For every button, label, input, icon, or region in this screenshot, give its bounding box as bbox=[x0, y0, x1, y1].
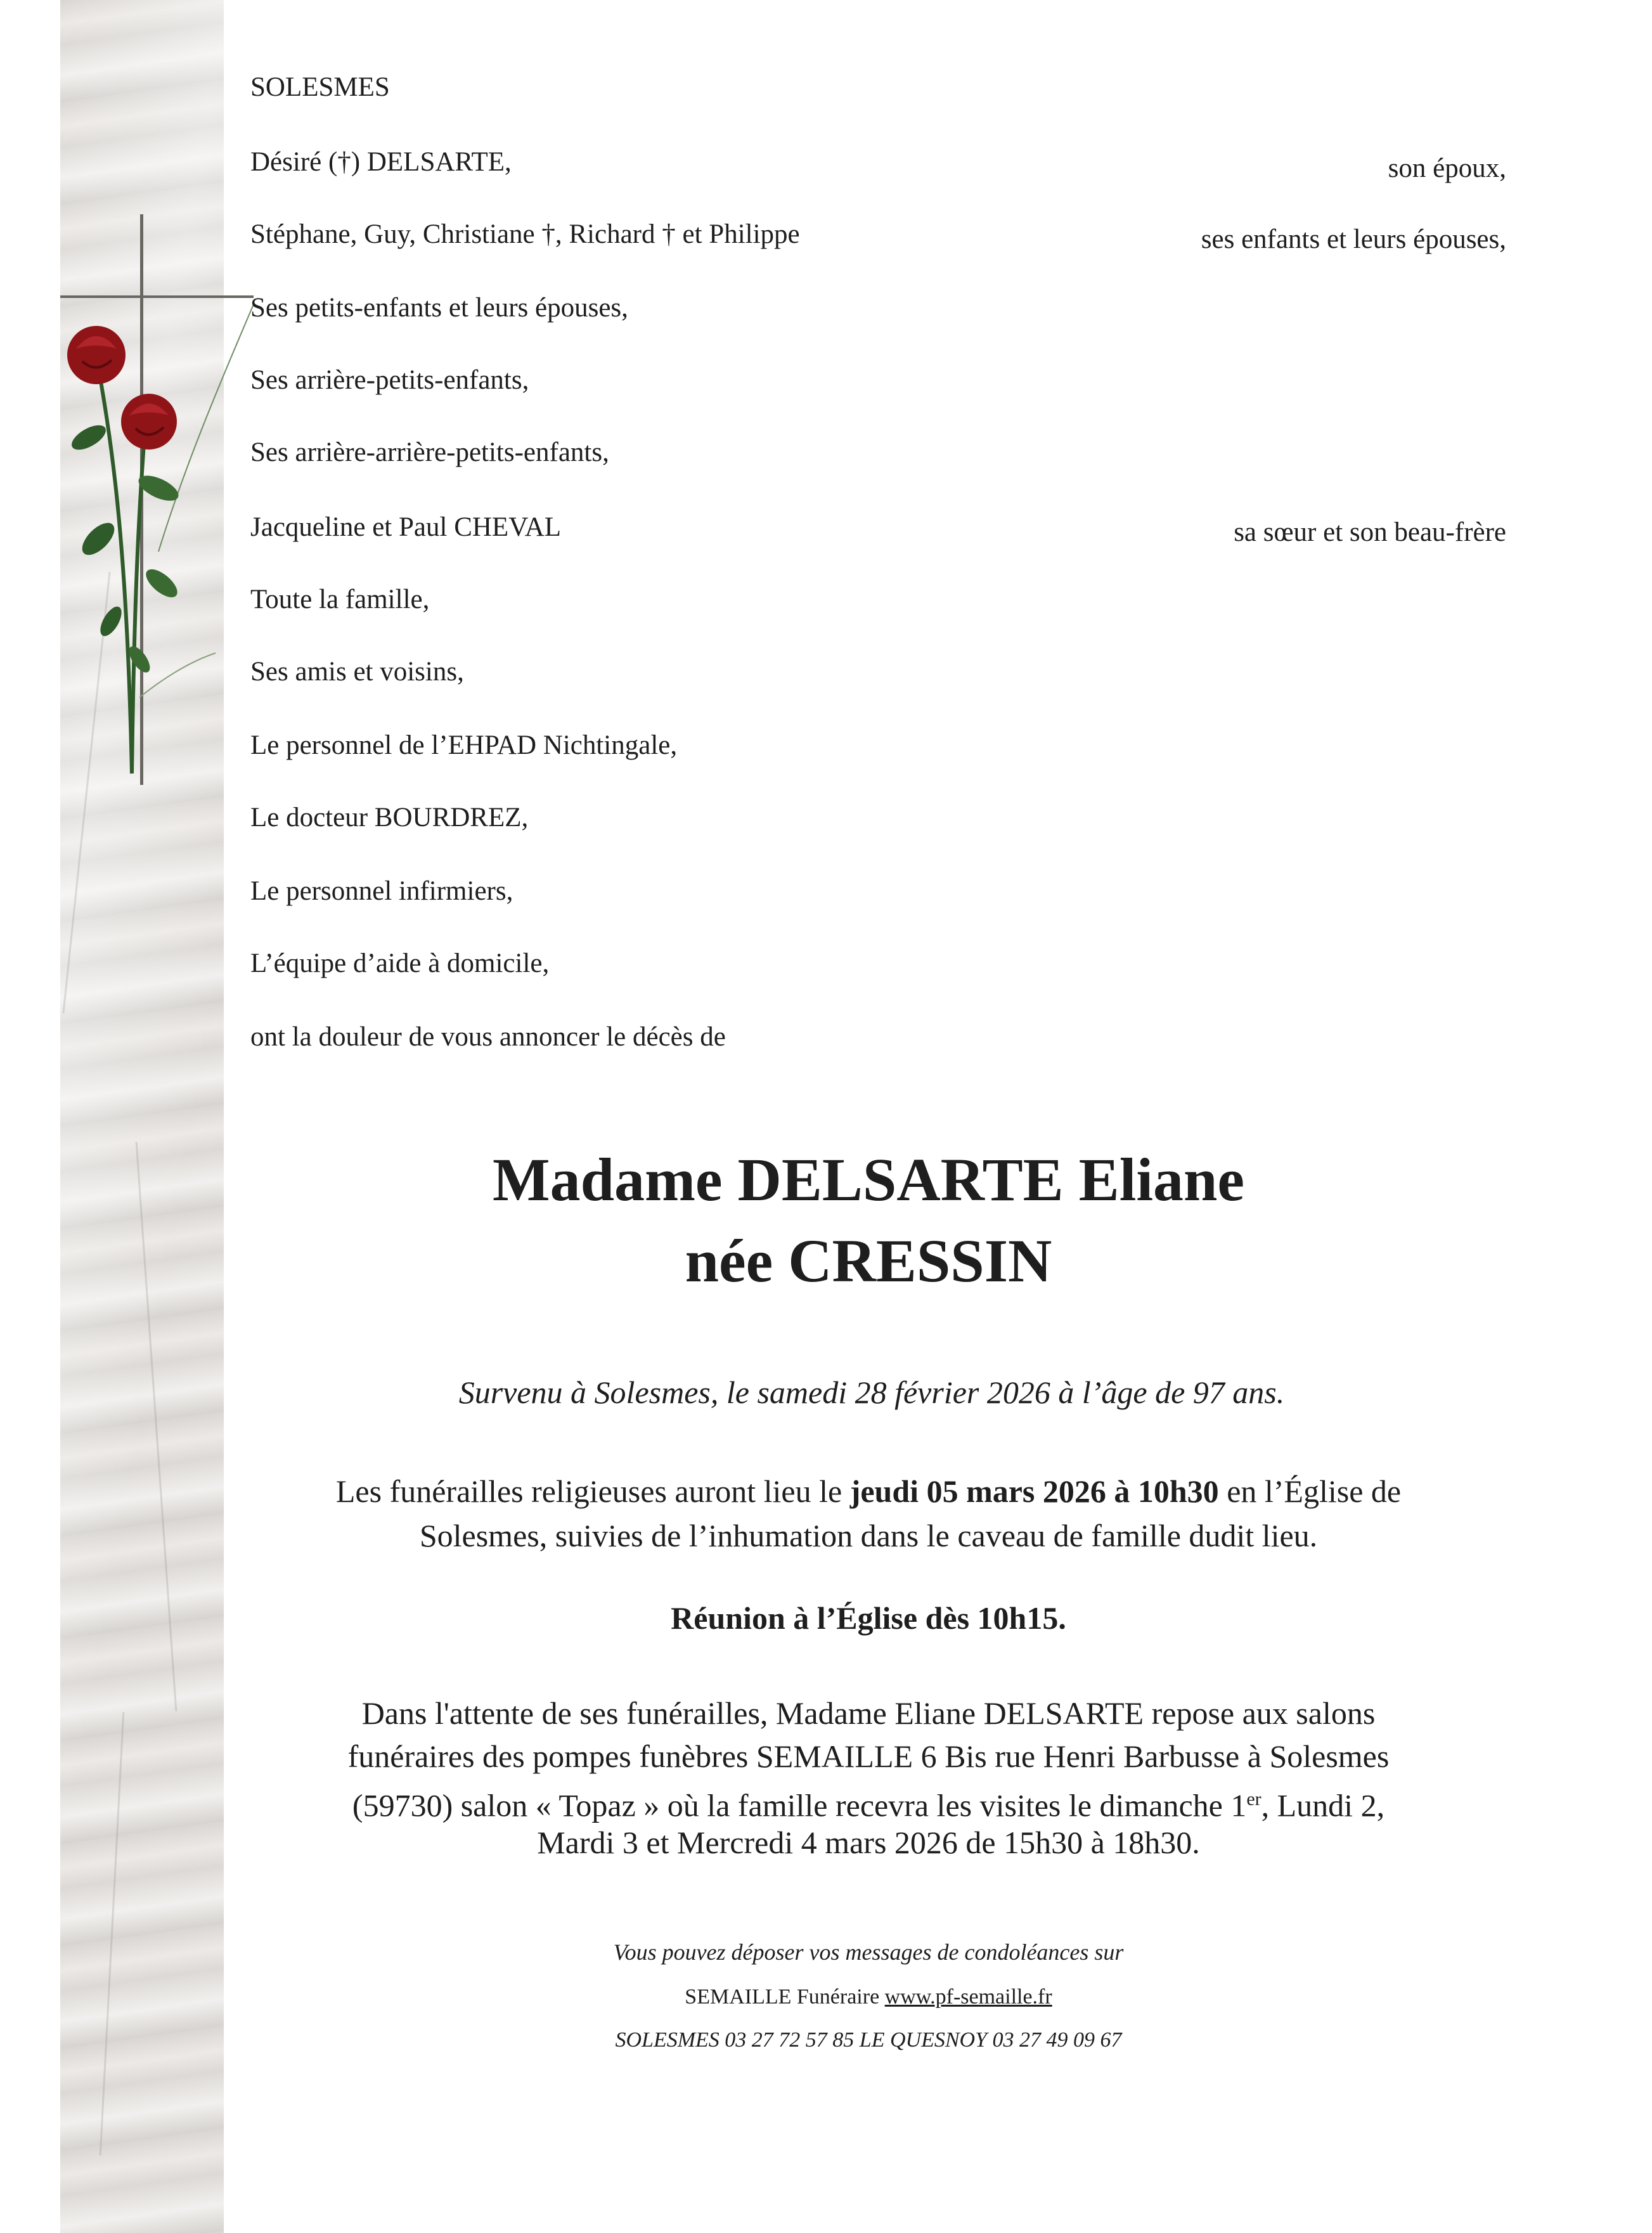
header-place: SOLESMES bbox=[250, 72, 390, 102]
family-left-12: ont la douleur de vous annoncer le décès de bbox=[250, 1022, 726, 1052]
family-left-10: Le personnel infirmiers, bbox=[250, 876, 513, 906]
family-left-9: Le docteur BOURDREZ, bbox=[250, 803, 529, 832]
company-name: SEMAILLE Funéraire bbox=[685, 1985, 885, 2009]
visits-line-2: funéraires des pompes funèbres SEMAILLE 6 Bis rue Henri Barbusse à Solesmes bbox=[347, 1738, 1390, 1774]
funeral-line-1-a: Les funérailles religieuses auront lieu le bbox=[335, 1473, 850, 1509]
rose-icon bbox=[51, 279, 260, 799]
family-left-8: Le personnel de l’EHPAD Nichtingale, bbox=[250, 730, 678, 760]
company-line bbox=[273, 1983, 1464, 2011]
visits-line-1: Dans l'attente de ses funérailles, Madame Eliane DELSARTE repose aux salons bbox=[361, 1695, 1376, 1731]
visits-line-4: Mardi 3 et Mercredi 4 mars 2026 de 15h30 à 18h30. bbox=[537, 1825, 1200, 1860]
family-right-5: sa sœur et son beau-frère bbox=[1234, 517, 1506, 547]
family-left-6: Toute la famille, bbox=[250, 585, 430, 614]
funeral-line-1-b: en l’Église de bbox=[1218, 1473, 1402, 1509]
family-left-7: Ses amis et voisins, bbox=[250, 657, 464, 687]
family-left-11: L’équipe d’aide à domicile, bbox=[250, 948, 550, 978]
family-right-1: ses enfants et leurs épouses, bbox=[1201, 224, 1506, 254]
deceased-maiden-name: née CRESSIN bbox=[685, 1227, 1052, 1295]
reunion-notice: Réunion à l’Église dès 10h15. bbox=[671, 1600, 1066, 1636]
website-link[interactable]: www.pf-semaille.fr bbox=[884, 1985, 1052, 2009]
funeral-line-2: Solesmes, suivies de l’inhumation dans le caveau de famille dudit lieu. bbox=[419, 1518, 1318, 1553]
visits-superscript: er bbox=[1246, 1789, 1262, 1809]
family-left-3: Ses arrière-petits-enfants, bbox=[250, 365, 529, 395]
deceased-name: Madame DELSARTE Eliane bbox=[492, 1146, 1245, 1214]
condolences-text: Vous pouvez déposer vos messages de condoléances sur bbox=[613, 1939, 1124, 1965]
death-notice: Survenu à Solesmes, le samedi 28 février 2026 à l’âge de 97 ans. bbox=[458, 1375, 1285, 1410]
visits-line-3-a: (59730) salon « Topaz » où la famille recevra les visites le dimanche 1 bbox=[352, 1787, 1247, 1823]
visits-line-3-b: , Lundi 2, bbox=[1261, 1787, 1385, 1823]
family-right-0: son époux, bbox=[1388, 153, 1506, 183]
visits-line-3 bbox=[273, 1779, 1464, 1826]
family-left-1: Stéphane, Guy, Christiane †, Richard † et Philippe bbox=[250, 219, 800, 249]
phone-numbers: SOLESMES 03 27 72 57 85 LE QUESNOY 03 27 49 09 67 bbox=[615, 2028, 1122, 2052]
funeral-date-time: jeudi 05 mars 2026 à 10h30 bbox=[849, 1473, 1219, 1509]
family-left-4: Ses arrière-arrière-petits-enfants, bbox=[250, 437, 609, 467]
funeral-line-1 bbox=[273, 1471, 1464, 1511]
family-left-5: Jacqueline et Paul CHEVAL bbox=[250, 512, 562, 542]
family-left-0: Désiré (†) DELSARTE, bbox=[250, 147, 512, 177]
family-left-2: Ses petits-enfants et leurs épouses, bbox=[250, 293, 628, 323]
